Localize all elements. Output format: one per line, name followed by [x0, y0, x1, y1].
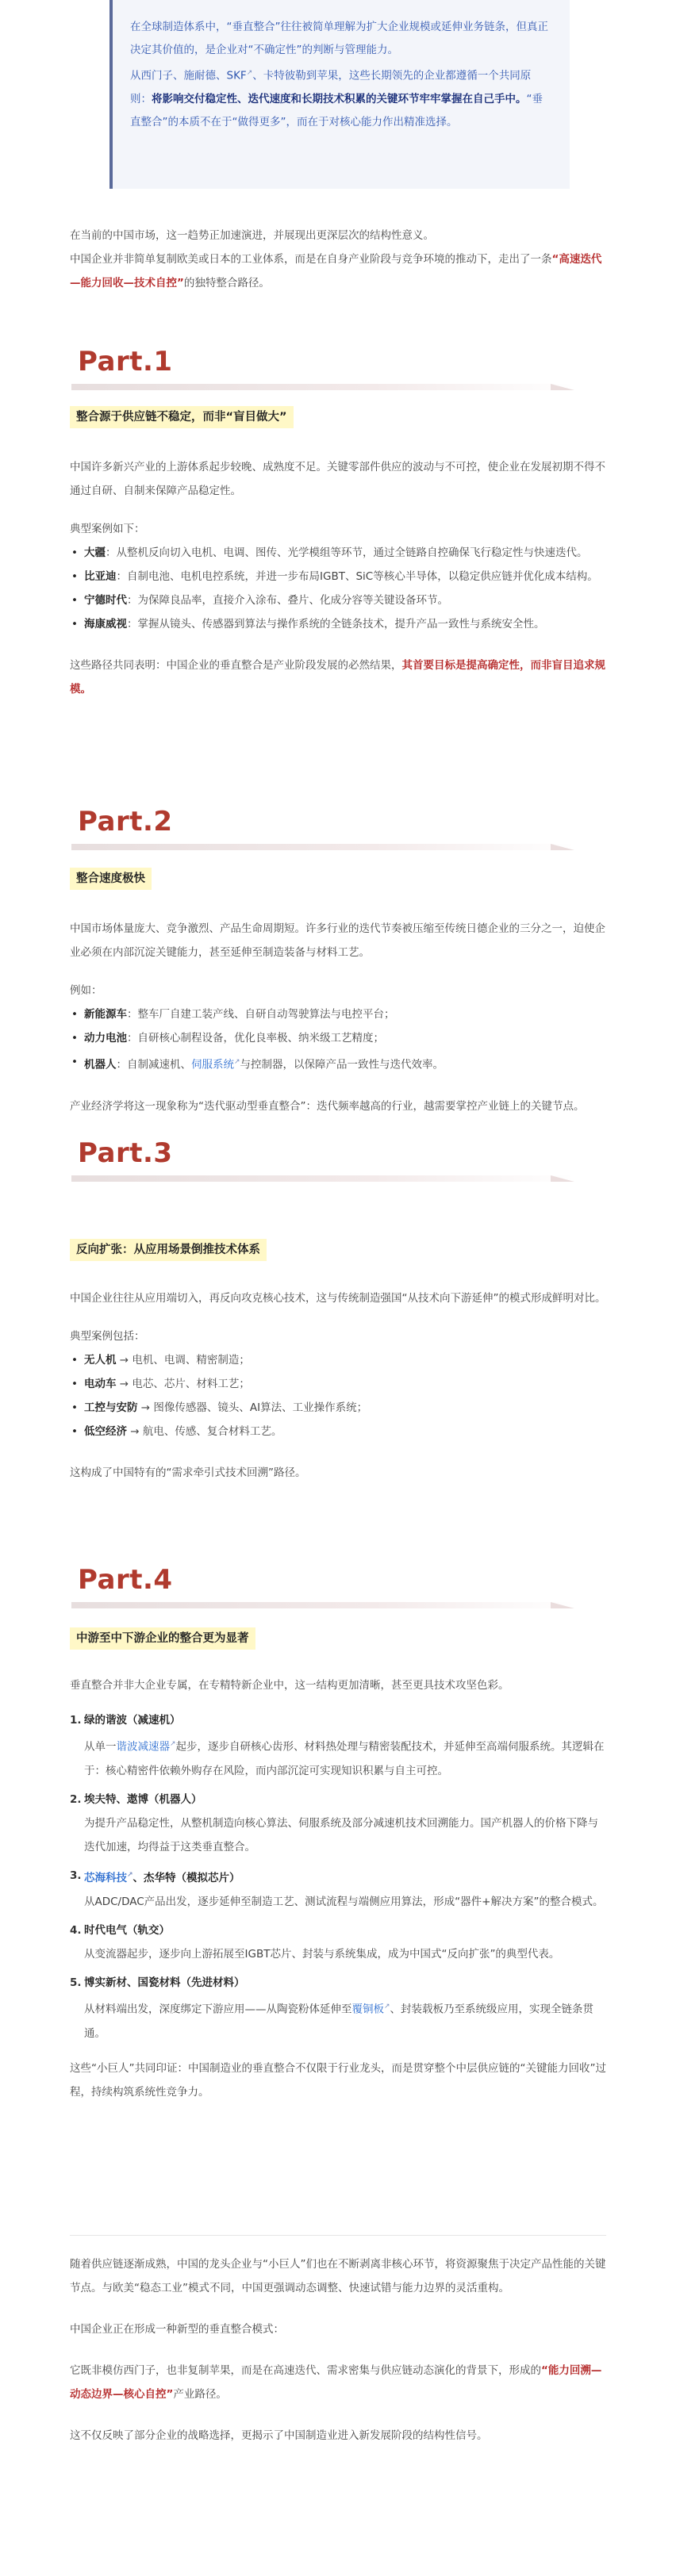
part1-paragraph: 中国许多新兴产业的上游体系起步较晚、成熟度不足。关键零部件供应的波动与不可控，使企业在发展初期不得不通过自研、自制来保障产品稳定性。 — [70, 461, 605, 497]
case-name: 工控与安防 — [84, 1401, 138, 1414]
part4-divider — [71, 1602, 574, 1608]
case-text: ：从整机反向切入电机、电调、图传、光学模组等环节，通过全链路自控确保飞行稳定性与快速迭代。 — [106, 546, 588, 559]
part2-conclusion: 产业经济学将这一现象称为“迭代驱动型垂直整合”：迭代频率越高的行业，越需要掌控产业链上的关键节点。 — [70, 1099, 585, 1113]
part2-divider — [71, 844, 574, 850]
item-text: 从材料端出发，深度绑定下游应用——从陶瓷粉体延伸至 — [84, 2003, 352, 2016]
item-number: 1. — [70, 1714, 82, 1727]
part2-divider-arrow — [551, 844, 574, 850]
closing-highlight: “能力回溯—动态边界—核心自控” — [70, 2364, 602, 2401]
list-item — [70, 1971, 606, 2045]
part4-company-list — [70, 1708, 606, 2045]
part1-body — [70, 455, 606, 701]
external-link-icon[interactable]: ↗ — [384, 2003, 390, 2011]
item-heading-rest: 、杰华特（模拟芯片） — [133, 1872, 240, 1884]
list-item — [84, 1348, 606, 1372]
item-heading — [84, 1872, 240, 1884]
part3-divider — [71, 1175, 574, 1182]
intro-bold-text: 将影响交付稳定性、迭代速度和长期技术积累的关键环节牢牢掌握在自己手中。 — [152, 92, 527, 105]
list-item — [84, 612, 606, 636]
case-name: 比亚迪 — [84, 570, 117, 583]
intro-text-b: 、卡特彼勒到苹果，这些长期领先的企业都遵循一个共同原则： — [130, 69, 532, 105]
item-number: 3. — [70, 1869, 82, 1882]
part2-body — [70, 917, 606, 1118]
list-item — [84, 565, 606, 588]
case-name: 大疆 — [84, 546, 106, 559]
closing-block — [70, 2252, 606, 2448]
part1-conclusion — [70, 654, 606, 701]
case-text: ：掌握从镜头、传感器到算法与操作系统的全链条技术，提升产品一致性与系统安全性。 — [127, 618, 545, 631]
part1-divider — [71, 384, 574, 390]
context-block — [70, 224, 606, 295]
item-heading: 埃夫特、遨博（机器人） — [84, 1792, 202, 1806]
context-text-a: 中国企业并非简单复制欧美或日本的工业体系，而是在自身产业阶段与竞争环境的推动下，走出了一条 — [70, 253, 552, 266]
part4-title: Part.4 — [78, 1564, 173, 1596]
part3-divider-arrow — [551, 1175, 574, 1182]
part3-header — [70, 1133, 606, 1182]
item-number: 4. — [70, 1924, 82, 1937]
item-text-end: 、封装载板乃至系统级应用，实现全链条贯通。 — [84, 2003, 594, 2040]
case-text: ：为保障良品率，直接介入涂布、叠片、化成分容等关键设备环节。 — [127, 594, 448, 607]
list-item — [84, 1420, 606, 1443]
part4-divider-arrow — [551, 1602, 574, 1608]
harmonic-reducer-link[interactable]: 谐波减速器 — [116, 1740, 170, 1754]
intro-paragraph-1: 在全球制造体系中，“垂直整合”往往被简单理解为扩大企业规模或延伸业务链条，但真正决定其价值的，是企业对“不确定性”的判断与管理能力。 — [130, 21, 548, 56]
item-heading: 时代电气（轨交） — [84, 1924, 170, 1937]
closing-text-a: 它既非模仿西门子，也非复制苹果，而是在高速迭代、需求密集与供应链动态演化的背景下，形成的 — [70, 2364, 541, 2377]
copper-clad-laminate-link[interactable]: 覆铜板 — [351, 2003, 384, 2016]
intro-text-c: “垂直整合”的本质不在于“做得更多”，而在于对核心能力作出精准选择。 — [130, 92, 543, 128]
item-description — [84, 1995, 606, 2045]
part1-conclusion-highlight: 其首要目标是提高确定性，而非盲目追求规模。 — [70, 659, 605, 696]
part4-paragraph: 垂直整合并非大企业专属，在专精特新企业中，这一结构更加清晰，甚至更具技术攻坚色彩。 — [70, 1679, 509, 1692]
servo-system-link[interactable]: 伺服系统 — [191, 1058, 234, 1071]
part2-example-label: 例如： — [70, 984, 102, 997]
list-item — [70, 1788, 606, 1859]
list-item — [70, 1708, 606, 1783]
part3-case-list — [70, 1348, 606, 1443]
item-description — [84, 1732, 606, 1783]
part4-conclusion: 这些“小巨人”共同印证：中国制造业的垂直整合不仅限于行业龙头，而是贯穿整个中层供应链的“关键能力回收”过程，持续构筑系统性竞争力。 — [70, 2061, 606, 2099]
list-item — [84, 1396, 606, 1420]
section-divider — [70, 2235, 606, 2236]
part1-cases-label: 典型案例如下： — [70, 523, 145, 535]
part4-header — [70, 1559, 606, 1608]
list-item — [84, 1372, 606, 1396]
case-name: 海康威视 — [84, 618, 127, 631]
intro-quote-box — [109, 0, 570, 189]
case-text: → 电芯、芯片、材料工艺； — [116, 1378, 250, 1390]
item-description: 从ADC/DAC产品出发，逐步延伸至制造工艺、测试流程与端侧应用算法，形成“器件+解决方案”的整合模式。 — [84, 1896, 604, 1908]
external-link-icon[interactable]: ↗ — [246, 69, 253, 77]
case-text: ：自制电池、电机电控系统，并进一步布局IGBT、SiC等核心半导体，以稳定供应链并优化成本结构。 — [116, 570, 598, 583]
item-heading: 绿的谐波（减速机） — [84, 1714, 181, 1727]
list-item — [84, 1050, 606, 1077]
part1-divider-arrow — [551, 384, 574, 390]
part2-example-list — [70, 1002, 606, 1077]
example-text: ：自研核心制程设备，优化良率极、纳米级工艺精度； — [127, 1032, 384, 1045]
case-name: 宁德时代 — [84, 594, 127, 607]
case-text: → 电机、电调、精密制造； — [116, 1354, 250, 1367]
closing-text-c: 产业路径。 — [173, 2388, 227, 2401]
part1-title: Part.1 — [78, 346, 173, 378]
context-paragraph-2 — [70, 247, 606, 295]
part3-subtitle: 反向扩张：从应用场景倒推技术体系 — [70, 1239, 267, 1261]
case-text: → 图像传感器、镜头、AI算法、工业操作系统； — [137, 1401, 368, 1414]
part4-subtitle: 中游至中下游企业的整合更为显著 — [70, 1627, 255, 1650]
list-item — [70, 1864, 606, 1915]
part1-subtitle: 整合源于供应链不稳定，而非“盲目做大” — [70, 406, 294, 428]
closing-paragraph-2: 中国企业正在形成一种新型的垂直整合模式： — [70, 2323, 284, 2336]
part3-paragraph: 中国企业往往从应用端切入，再反向攻克核心技术，这与传统制造强国“从技术向下游延伸”的模式形成鲜明对比。 — [70, 1292, 606, 1305]
case-name: 低空经济 — [84, 1425, 127, 1438]
list-item — [84, 1002, 606, 1026]
list-item — [70, 1919, 606, 1966]
part3-conclusion: 这构成了中国特有的“需求牵引式技术回溯”路径。 — [70, 1466, 306, 1479]
closing-paragraph-3 — [70, 2359, 606, 2406]
external-link-icon[interactable]: ↗ — [127, 1871, 133, 1880]
example-text-end: 与控制器，以保障产品一致性与迭代效率。 — [240, 1058, 444, 1071]
item-number: 2. — [70, 1792, 82, 1806]
part3-cases-label: 典型案例包括： — [70, 1330, 145, 1343]
part2-paragraph: 中国市场体量庞大、竞争激烈、产品生命周期短。许多行业的迭代节奏被压缩至传统日德企业的三分之一，迫使企业必须在内部沉淀关键能力，甚至延伸至制造装备与材料工艺。 — [70, 922, 605, 959]
example-text: ：整车厂自建工装产线、自研自动驾驶算法与电控平台； — [127, 1008, 395, 1021]
part1-header — [70, 341, 606, 390]
part2-subtitle: 整合速度极快 — [70, 868, 152, 890]
item-text: 从单一 — [84, 1740, 117, 1754]
case-name: 电动车 — [84, 1378, 117, 1390]
closing-paragraph-4: 这不仅反映了部分企业的战略选择，更揭示了中国制造业进入新发展阶段的结构性信号。 — [70, 2429, 488, 2442]
intro-paragraph-2 — [130, 62, 552, 134]
item-description: 从变流器起步，逐步向上游拓展至IGBT芯片、封装与系统集成，成为中国式“反向扩张”的典型代表。 — [84, 1948, 560, 1961]
item-heading: 博实新材、国瓷材料（先进材料） — [84, 1976, 245, 1989]
external-link-icon[interactable]: ↗ — [170, 1740, 176, 1748]
chiphai-tech-link[interactable]: 芯海科技 — [84, 1872, 127, 1884]
list-item — [84, 1026, 606, 1050]
example-name: 动力电池 — [84, 1032, 127, 1045]
intro-text-a: 从西门子、施耐德、SKF — [130, 69, 247, 82]
part3-body — [70, 1286, 606, 1485]
part1-conclusion-text: 这些路径共同表明：中国企业的垂直整合是产业阶段发展的必然结果， — [70, 659, 402, 672]
example-text: ：自制减速机、 — [116, 1058, 191, 1071]
external-link-icon[interactable]: ↗ — [234, 1058, 240, 1066]
case-text: → 航电、传感、复合材料工艺。 — [127, 1425, 282, 1438]
part1-case-list — [70, 541, 606, 636]
item-number: 5. — [70, 1976, 82, 1989]
part2-title: Part.2 — [78, 806, 173, 838]
part4-body — [70, 1673, 606, 2104]
example-name: 机器人 — [84, 1058, 117, 1071]
list-item — [84, 588, 606, 612]
part2-header — [70, 801, 606, 850]
example-name: 新能源车 — [84, 1008, 127, 1021]
case-name: 无人机 — [84, 1354, 117, 1367]
context-paragraph-1: 在当前的中国市场，这一趋势正加速演进，并展现出更深层次的结构性意义。 — [70, 229, 434, 242]
closing-paragraph-1: 随着供应链逐渐成熟，中国的龙头企业与“小巨人”们也在不断剥离非核心环节，将资源聚焦于决定产品性能的关键节点。与欧美“稳态工业”模式不同，中国更强调动态调整、快速试错与能力边界的灵活重构。 — [70, 2258, 606, 2294]
context-highlight: “高速迭代—能力回收—技术自控” — [70, 253, 602, 289]
item-description: 为提升产品稳定性，从整机制造向核心算法、伺服系统及部分减速机技术回溯能力。国产机器人的价格下降与迭代加速，均得益于这类垂直整合。 — [84, 1816, 598, 1853]
context-text-c: 的独特整合路径。 — [183, 277, 270, 289]
item-text-end: 起步，逐步自研核心齿形、材料热处理与精密装配技术，并延伸至高端伺服系统。其逻辑在于：核心精密件依赖外购存在风险，而内部沉淀可实现知识积累与自主可控。 — [84, 1740, 605, 1777]
list-item — [84, 541, 606, 565]
part3-title: Part.3 — [78, 1137, 173, 1169]
